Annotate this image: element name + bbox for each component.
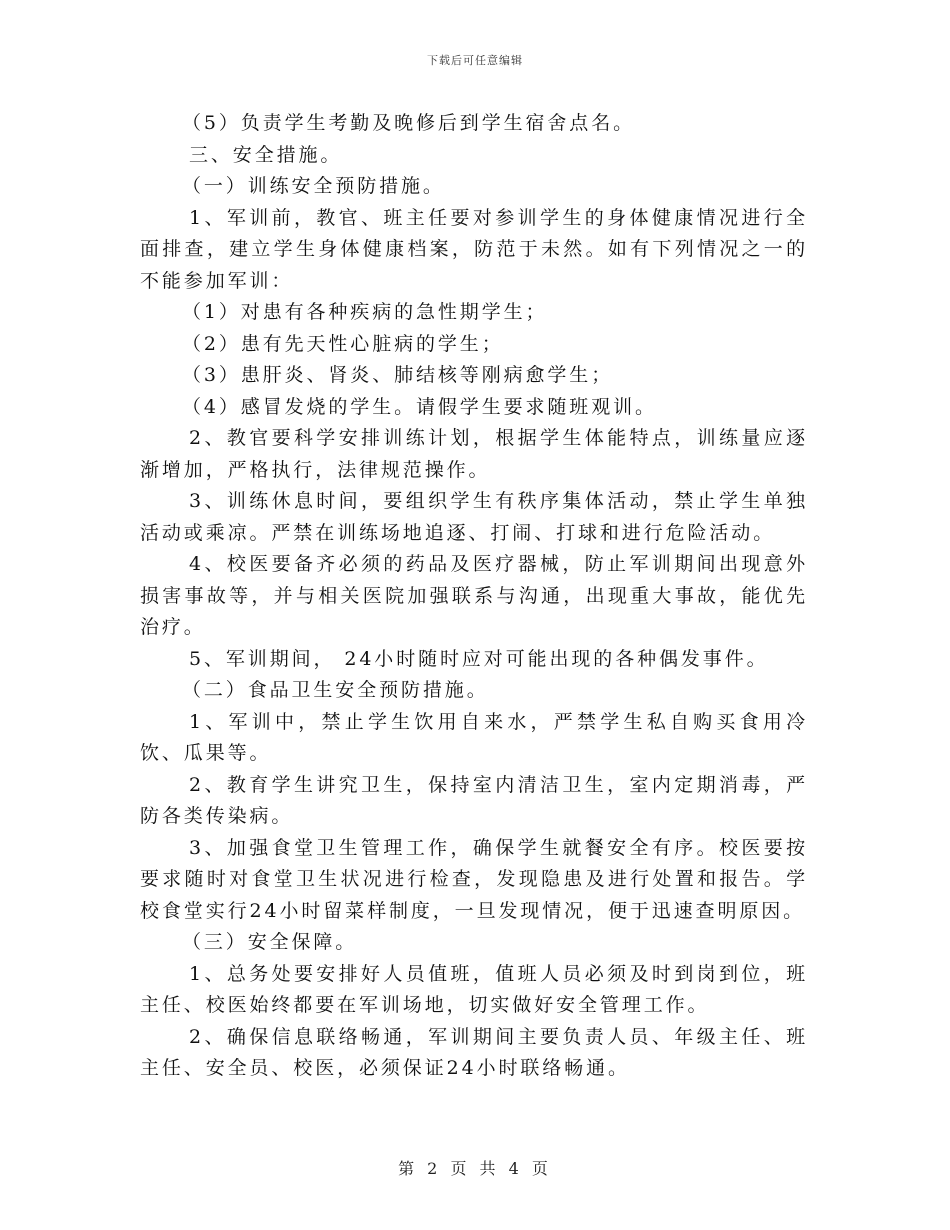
subsection-heading: （二）食品卫生安全预防措施。 [182, 679, 489, 701]
paragraph: 1、军训前，教官、班主任要对参训学生的身体健康情况进行全面排查，建立学生身体健康档案，防范于未然。如有下列情况之一的不能参加军训： [140, 206, 808, 292]
paragraph: 1、总务处要安排好人员值班，值班人员必须及时到岗到位，班主任、校医始终都要在军训场地，切实做好安全管理工作。 [140, 962, 808, 1016]
paragraph: 3、训练休息时间，要组织学生有秩序集体活动，禁止学生单独活动或乘凉。严禁在训练场地追逐、打闹、打球和进行危险活动。 [140, 490, 808, 544]
paragraph: 2、教育学生讲究卫生，保持室内清洁卫生，室内定期消毒，严防各类传染病。 [140, 773, 808, 827]
paragraph: 3、加强食堂卫生管理工作，确保学生就餐安全有序。校医要按要求随时对食堂卫生状况进行检查，发现隐患及进行处置和报告。学校食堂实行24小时留菜样制度，一旦发现情况，便于迅速查明原因。 [140, 836, 808, 922]
section-heading: 三、安全措施。 [189, 143, 343, 166]
paragraph: 4、校医要备齐必须的药品及医疗器械，防止军训期间出现意外损害事故等，并与相关医院加强联系与沟通，出现重大事故，能优先治疗。 [140, 553, 808, 638]
paragraph: 2、确保信息联络畅通，军训期间主要负责人员、年级主任、班主任、安全员、校医，必须保证24小时联络畅通。 [140, 1025, 808, 1079]
list-item: （4）感冒发烧的学生。请假学生要求随班观训。 [182, 395, 657, 418]
page-header: 下载后可任意编辑 [427, 54, 523, 67]
subsection-heading: （三）安全保障。 [182, 931, 358, 953]
list-item: （3）患肝炎、肾炎、肺结核等刚病愈学生； [182, 364, 614, 386]
paragraph: 2、教官要科学安排训练计划，根据学生体能特点，训练量应逐渐增加，严格执行，法律规范操作。 [140, 427, 808, 481]
list-item: （1）对患有各种疾病的急性期学生； [182, 301, 548, 323]
document-body [140, 108, 808, 1085]
paragraph: 1、军训中，禁止学生饮用自来水，严禁学生私自购买食用冷饮、瓜果等。 [140, 710, 808, 764]
list-item: （2）患有先天性心脏病的学生； [182, 332, 504, 355]
page-number: 第 2 页 共 4 页 [398, 1159, 552, 1178]
subsection-heading: （一）训练安全预防措施。 [182, 175, 445, 197]
paragraph: 5、军训期间， 24小时随时应对可能出现的各种偶发事件。 [189, 647, 769, 670]
paragraph: （5）负责学生考勤及晚修后到学生宿舍点名。 [182, 112, 635, 134]
